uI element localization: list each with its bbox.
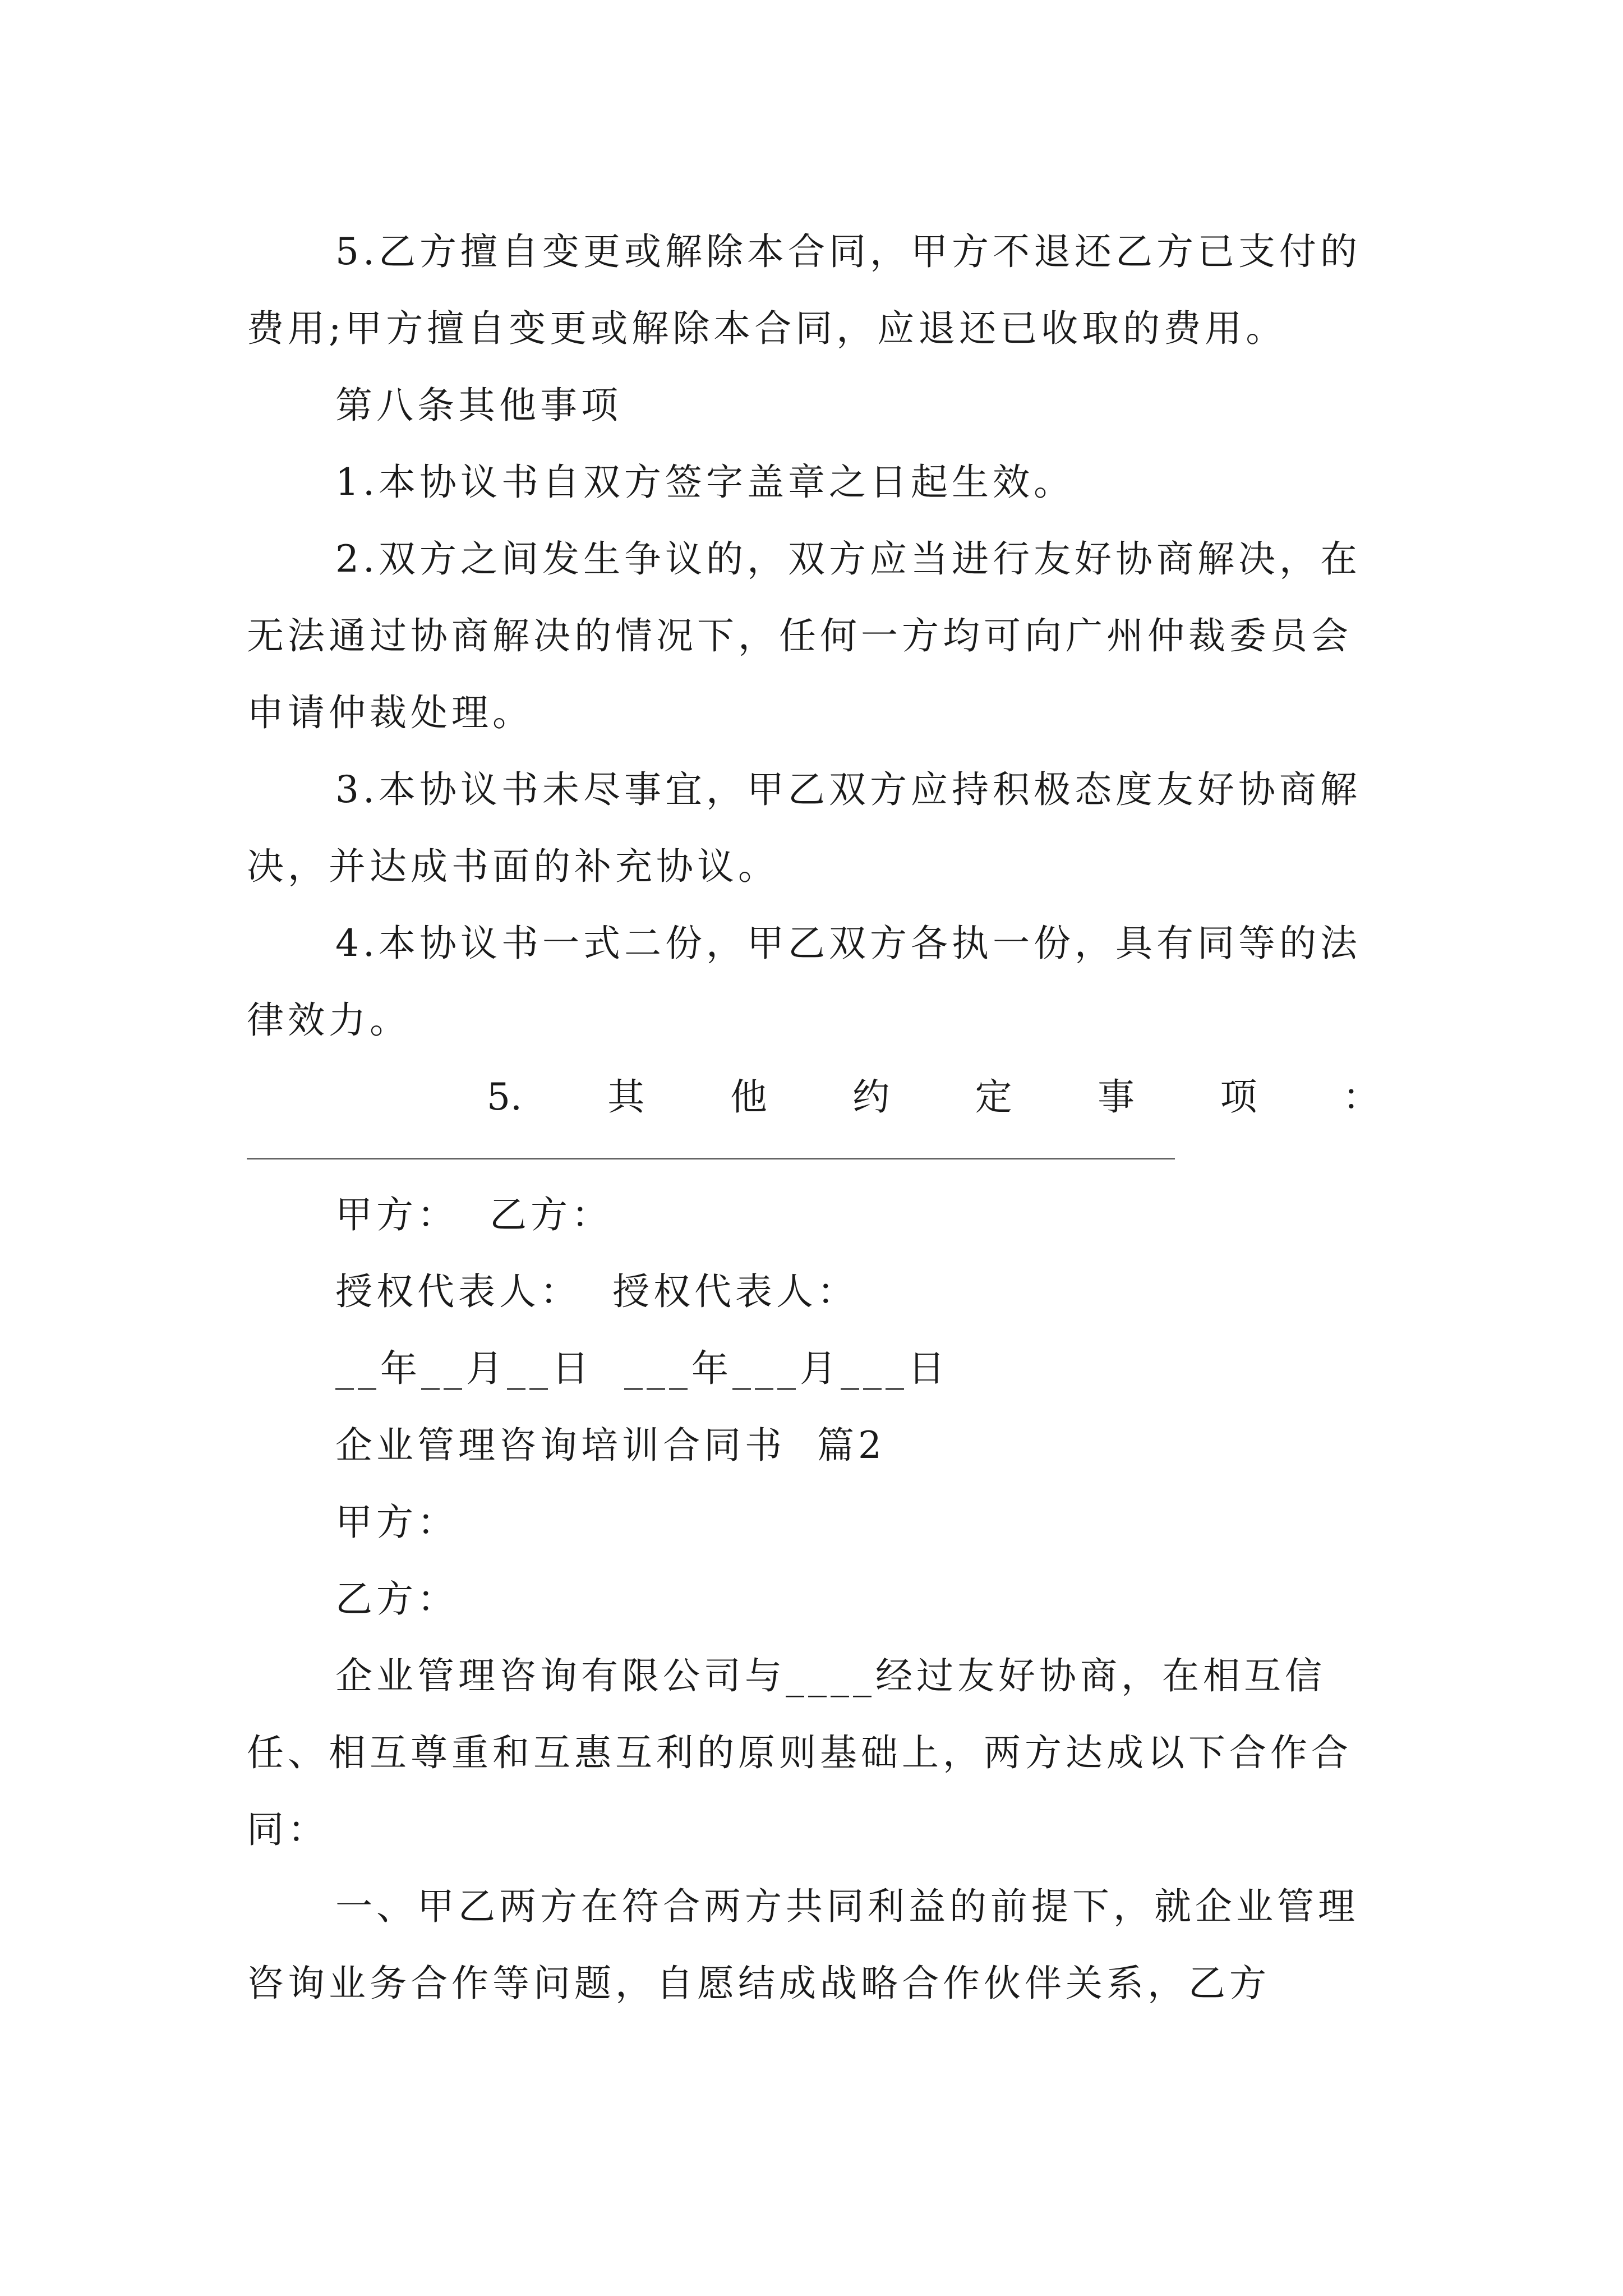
article-8-item-3: 3.本协议书未尽事宜，甲乙双方应持积极态度友好协商解决，并达成书面的补充协议。 xyxy=(247,768,1361,888)
spaced-char: 项 xyxy=(1220,1075,1257,1119)
contract-intro: 企业管理咨询有限公司与____经过友好协商，在相互信任、相互尊重和互惠互利的原则基础上，两方达成以下合作合同： xyxy=(247,1654,1352,1851)
contract-clause-1: 一、甲乙两方在符合两方共同利益的前提下，就企业管理咨询业务合作等问题，自愿结成战略合作伙伴关系，乙方 xyxy=(247,1885,1359,2005)
party-b-label: 乙方： xyxy=(335,1577,458,1621)
article-8-item-1: 1.本协议书自双方签字盖章之日起生效。 xyxy=(335,461,1075,504)
spaced-char: 他 xyxy=(730,1075,767,1119)
party-a-label: 甲方： xyxy=(335,1501,458,1544)
article-8-item-2: 2.双方之间发生争议的，双方应当进行友好协商解决，在无法通过协商解决的情况下，任何一方均可向广州仲裁委员会申请仲裁处理。 xyxy=(247,537,1361,734)
article-8-item-4: 4.本协议书一式二份，甲乙双方各执一份，具有同等的法律效力。 xyxy=(247,922,1361,1042)
spaced-char: 定 xyxy=(975,1075,1012,1119)
signature-parties: 甲方： 乙方： xyxy=(335,1193,612,1236)
document-body xyxy=(247,213,1385,2022)
signature-representatives: 授权代表人： 授权代表人： xyxy=(335,1270,858,1313)
spaced-char: 其 xyxy=(607,1075,645,1119)
signature-dates: __年__月__日 ___年___月___日 xyxy=(335,1347,949,1390)
spaced-char: 事 xyxy=(1098,1075,1135,1119)
spaced-char: 5. xyxy=(487,1075,522,1119)
article-8-item-5-other-terms xyxy=(247,1059,1385,1135)
article-8-heading: 第八条其他事项 xyxy=(335,384,622,427)
spaced-char: ： xyxy=(1342,1075,1380,1119)
spaced-char: 约 xyxy=(852,1075,890,1119)
section-title: 企业管理咨询培训合同书 篇2 xyxy=(335,1424,886,1467)
fill-in-underline xyxy=(247,1158,1175,1159)
clause-7-item-5: 5.乙方擅自变更或解除本合同，甲方不退还乙方已支付的费用;甲方擅自变更或解除本合同，应退还已收取的费用。 xyxy=(247,230,1361,350)
